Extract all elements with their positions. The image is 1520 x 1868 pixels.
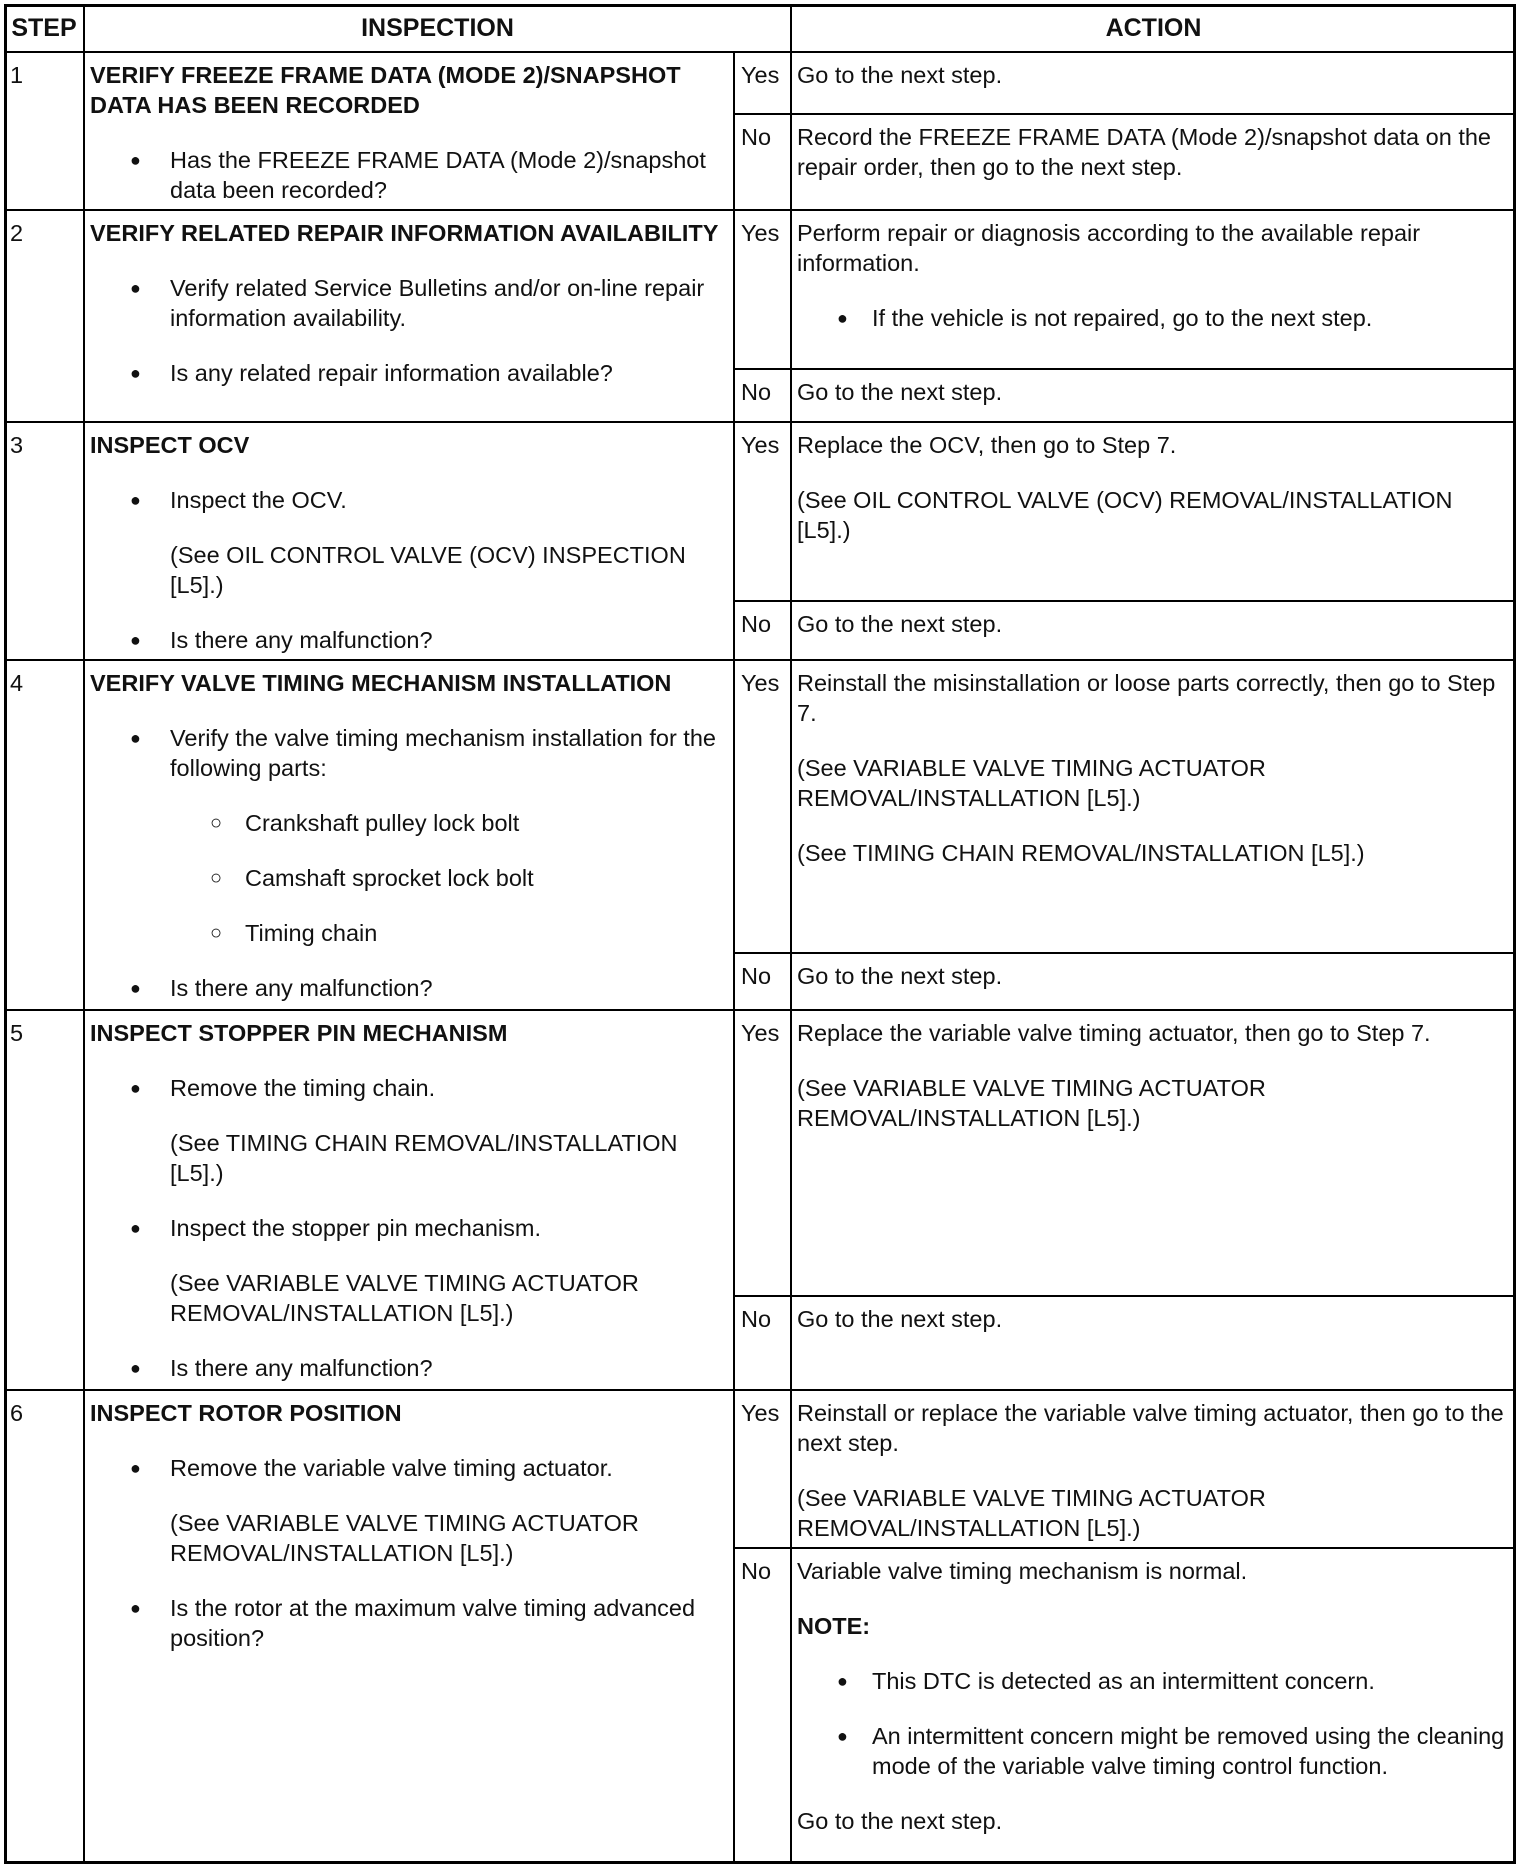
- step-title: VERIFY VALVE TIMING MECHANISM INSTALLATION: [90, 670, 672, 696]
- inspection-bullet: ● Remove the variable valve timing actuator.: [90, 1453, 724, 1483]
- step-1-inspection: [84, 52, 734, 230]
- inspection-question: ● Is there any malfunction?: [90, 625, 724, 655]
- step-5-no-action: [791, 1296, 1516, 1334]
- row-divider: [4, 421, 1516, 423]
- no-label: No: [741, 124, 772, 150]
- yes-label: Yes: [741, 1020, 780, 1046]
- step-number: 1: [10, 62, 24, 88]
- step-2-inspection: [84, 210, 734, 413]
- yes-no-divider: [733, 952, 1516, 954]
- action-reference: (See VARIABLE VALVE TIMING ACTUATOR REMOVAL/INSTALLATION [L5].): [797, 1075, 1266, 1131]
- inspection-question: ● Is any related repair information available?: [90, 358, 724, 388]
- inspection-bullet: ● Verify related Service Bulletins and/or on-line repair information availability.: [90, 273, 724, 333]
- yes-no-divider: [733, 1295, 1516, 1297]
- action-text: Replace the OCV, then go to Step 7.: [797, 432, 1177, 458]
- action-text: Reinstall the misinstallation or loose parts correctly, then go to Step 7.: [797, 670, 1496, 726]
- step-6-yes-action: [791, 1390, 1516, 1543]
- no-label: No: [741, 963, 772, 989]
- inspection-question: ● Is there any malfunction?: [90, 1353, 724, 1383]
- inspection-bullet: ● Verify the valve timing mechanism installation for the following parts:: [90, 723, 724, 783]
- note-bullet: ● An intermittent concern might be removed using the cleaning mode of the variable valve timing control function.: [797, 1721, 1510, 1781]
- step-6-inspection: [84, 1390, 734, 1678]
- row-divider: [4, 659, 1516, 661]
- step-4-no-action: [791, 953, 1516, 991]
- inspection-question: ● Is the rotor at the maximum valve timing advanced position?: [90, 1593, 724, 1653]
- action-text: Variable valve timing mechanism is normal.: [797, 1558, 1248, 1584]
- action-text: Go to the next step.: [797, 1808, 1003, 1834]
- header-step: STEP: [11, 14, 77, 42]
- row-divider: [4, 209, 1516, 211]
- action-text: Go to the next step.: [797, 62, 1003, 88]
- no-label: No: [741, 611, 772, 637]
- inspection-bullet: ● Inspect the stopper pin mechanism.: [90, 1213, 724, 1243]
- step-number: 2: [10, 220, 24, 246]
- note-label: NOTE:: [797, 1613, 871, 1639]
- action-text: Perform repair or diagnosis according to the available repair information.: [797, 220, 1421, 276]
- step-title: INSPECT OCV: [90, 432, 250, 458]
- note-bullet: ● This DTC is detected as an intermittent concern.: [797, 1666, 1510, 1696]
- step-number: 3: [10, 432, 24, 458]
- action-bullet: ● If the vehicle is not repaired, go to the next step.: [797, 303, 1510, 333]
- inspection-subitem: ○ Crankshaft pulley lock bolt: [90, 808, 724, 838]
- action-reference: (See OIL CONTROL VALVE (OCV) REMOVAL/INSTALLATION [L5].): [797, 487, 1453, 543]
- action-text: Go to the next step.: [797, 379, 1003, 405]
- inspection-bullet: ● Inspect the OCV.: [90, 485, 724, 515]
- header-inspection: INSPECTION: [361, 14, 514, 42]
- column-divider: [83, 4, 85, 1864]
- yes-label: Yes: [741, 220, 780, 246]
- inspection-question: ● Is there any malfunction?: [90, 973, 724, 1003]
- step-4-yes-action: [791, 660, 1516, 868]
- action-reference: (See TIMING CHAIN REMOVAL/INSTALLATION [L5].): [797, 840, 1365, 866]
- step-5-inspection: [84, 1010, 734, 1408]
- step-3-no-action: [791, 601, 1516, 639]
- action-text: Replace the variable valve timing actuator, then go to Step 7.: [797, 1020, 1431, 1046]
- action-text: Record the FREEZE FRAME DATA (Mode 2)/snapshot data on the repair order, then go to the next step.: [797, 124, 1491, 180]
- action-text: Go to the next step.: [797, 963, 1003, 989]
- yes-no-divider: [733, 113, 1516, 115]
- action-text: Go to the next step.: [797, 1306, 1003, 1332]
- step-number: 4: [10, 670, 24, 696]
- step-title: VERIFY RELATED REPAIR INFORMATION AVAILABILITY: [90, 220, 719, 246]
- diagnostic-procedure-table: [4, 4, 1516, 1864]
- inspection-bullet: ● Remove the timing chain.: [90, 1073, 724, 1103]
- no-label: No: [741, 379, 772, 405]
- step-1-yes-action: [791, 52, 1516, 90]
- step-3-inspection: [84, 422, 734, 680]
- yes-label: Yes: [741, 670, 780, 696]
- step-1-no-action: [791, 114, 1516, 182]
- column-divider: [790, 4, 792, 1864]
- step-title: INSPECT STOPPER PIN MECHANISM: [90, 1020, 508, 1046]
- step-number: 6: [10, 1400, 24, 1426]
- step-3-yes-action: [791, 422, 1516, 545]
- step-title: INSPECT ROTOR POSITION: [90, 1400, 402, 1426]
- action-reference: (See VARIABLE VALVE TIMING ACTUATOR REMOVAL/INSTALLATION [L5].): [797, 755, 1266, 811]
- inspection-reference: (See VARIABLE VALVE TIMING ACTUATOR REMOVAL/INSTALLATION [L5].): [170, 1270, 639, 1326]
- step-2-yes-action: [791, 210, 1516, 358]
- yes-label: Yes: [741, 1400, 780, 1426]
- row-divider: [4, 1009, 1516, 1011]
- action-text: Reinstall or replace the variable valve timing actuator, then go to the next step.: [797, 1400, 1504, 1456]
- no-label: No: [741, 1558, 772, 1584]
- step-5-yes-action: [791, 1010, 1516, 1133]
- step-2-no-action: [791, 369, 1516, 407]
- inspection-reference: (See VARIABLE VALVE TIMING ACTUATOR REMOVAL/INSTALLATION [L5].): [170, 1510, 639, 1566]
- yes-label: Yes: [741, 62, 780, 88]
- inspection-subitem: ○ Timing chain: [90, 918, 724, 948]
- header-action: ACTION: [1105, 14, 1202, 42]
- inspection-subitem: ○ Camshaft sprocket lock bolt: [90, 863, 724, 893]
- inspection-reference: (See OIL CONTROL VALVE (OCV) INSPECTION [L5].): [170, 542, 686, 598]
- yes-no-divider: [733, 368, 1516, 370]
- action-reference: (See VARIABLE VALVE TIMING ACTUATOR REMOVAL/INSTALLATION [L5].): [797, 1485, 1266, 1541]
- column-divider: [733, 52, 735, 1864]
- step-number: 5: [10, 1020, 24, 1046]
- action-text: Go to the next step.: [797, 611, 1003, 637]
- inspection-reference: (See TIMING CHAIN REMOVAL/INSTALLATION [L5].): [170, 1130, 678, 1186]
- step-6-no-action: [791, 1548, 1516, 1836]
- row-divider: [4, 51, 1516, 53]
- yes-no-divider: [733, 600, 1516, 602]
- step-4-inspection: [84, 660, 734, 1028]
- step-title: VERIFY FREEZE FRAME DATA (MODE 2)/SNAPSHOT DATA HAS BEEN RECORDED: [90, 62, 681, 118]
- yes-label: Yes: [741, 432, 780, 458]
- row-divider: [4, 1389, 1516, 1391]
- yes-no-divider: [733, 1547, 1516, 1549]
- no-label: No: [741, 1306, 772, 1332]
- inspection-bullet: ● Has the FREEZE FRAME DATA (Mode 2)/snapshot data been recorded?: [90, 145, 724, 205]
